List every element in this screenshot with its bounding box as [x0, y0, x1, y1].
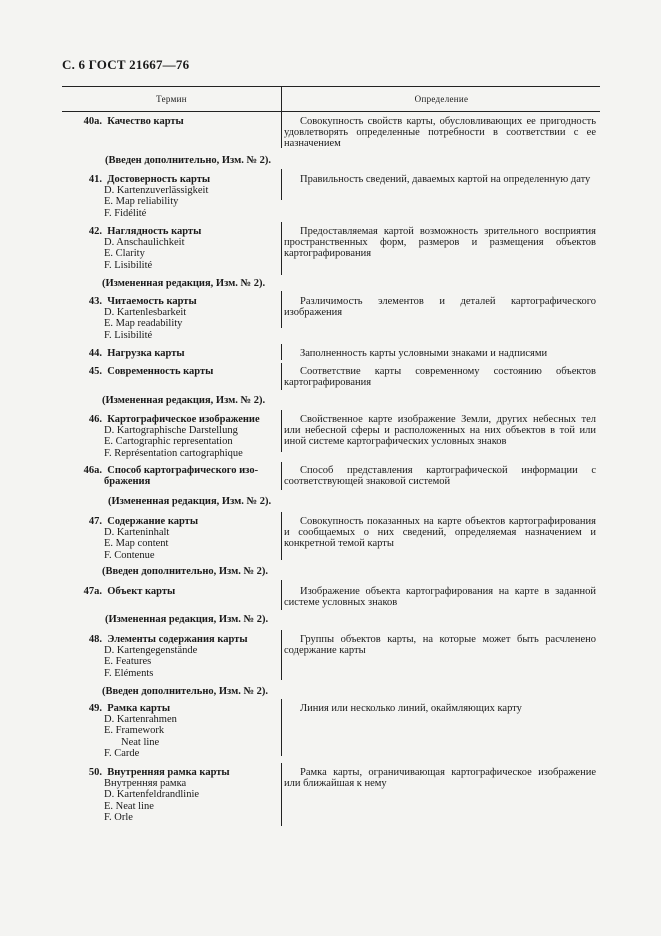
amendment-note: (Измененная редакция, Изм. № 2). [105, 614, 269, 625]
column-rule [281, 169, 282, 200]
term-name: Качество карты [107, 116, 184, 127]
page-header: С. 6 ГОСТ 21667—76 [62, 57, 190, 72]
amendment-note: (Измененная редакция, Изм. № 2). [102, 395, 266, 406]
column-rule [281, 630, 282, 680]
term-name: Наглядность карты [107, 226, 202, 237]
foreign-equivalent: E. Map content [104, 538, 169, 550]
term-number: 43. [88, 296, 102, 307]
foreign-equivalent: Внутренняя рамка [104, 778, 187, 790]
term-cell [62, 767, 277, 823]
term-cell [62, 116, 277, 127]
term-number: 42. [88, 226, 102, 237]
foreign-equivalent: D. Kartographische Darstellung [104, 425, 238, 437]
foreign-equivalent: E. Cartographic representation [104, 436, 233, 448]
term-cell [62, 414, 277, 459]
column-header-term: Термин [156, 94, 187, 104]
amendment-note: (Введен дополнительно, Изм. № 2). [102, 566, 269, 577]
term-cell [62, 516, 277, 561]
foreign-equivalent: D. Anschaulichkeit [104, 237, 185, 249]
term-number: 40а. [83, 116, 102, 127]
foreign-equivalent: D. Karteninhalt [104, 527, 170, 539]
term-number: 47а. [83, 586, 102, 597]
column-rule [281, 512, 282, 560]
term-name: Внутренняя рамка карты [107, 767, 230, 778]
term-cell [62, 465, 277, 487]
definition-cell: Различимость элементов и деталей картографического изображения [284, 296, 596, 319]
amendment-note: (Измененная редакция, Изм. № 2). [102, 278, 266, 289]
term-name: Картографическое изображение [107, 414, 260, 425]
definition-cell: Способ представления картографической информации с соответствующей знаковой системой [284, 465, 596, 488]
foreign-equivalent: D. Kartenrahmen [104, 714, 177, 726]
definition-cell: Совокупность свойств карты, обусловливающих ее пригодность удовлетворять определенные потребности в соответствии с ее назначением [284, 116, 596, 150]
term-name: Способ картографического изо- [107, 465, 259, 476]
definition-cell: Правильность сведений, даваемых картой на определенную дату [300, 174, 591, 185]
definition-cell: Совокупность показанных на карте объектов картографирования и сообщаемых о них сведений, определяемая назначением и конкретной темой карты [284, 516, 596, 550]
foreign-equivalent: F. Lisibilité [104, 329, 153, 341]
term-cell [62, 296, 277, 341]
term-number: 48. [88, 634, 102, 645]
term-name: Элементы содержания карты [107, 634, 248, 645]
foreign-equivalent: D. Kartenfeldrandlinie [104, 789, 200, 801]
column-rule [281, 462, 282, 490]
term-name: Читаемость карты [107, 296, 197, 307]
definition-cell: Соответствие карты современному состоянию объектов картографирования [284, 366, 596, 389]
foreign-equivalent: E. Map reliability [104, 196, 179, 208]
definition-cell: Изображение объекта картографирования на карте в заданной системе условных знаков [284, 586, 596, 609]
definition-cell: Предоставляемая картой возможность зрительного восприятия пространственных форм, размеров и размещения объектов картографирования [284, 226, 596, 260]
column-rule [281, 763, 282, 826]
column-rule [281, 580, 282, 610]
term-number: 41. [88, 174, 102, 185]
term-name: Содержание карты [107, 516, 199, 527]
foreign-equivalent: F. Représentation cartographique [104, 447, 243, 459]
term-cell [62, 634, 277, 679]
term-number: 46. [88, 414, 102, 425]
foreign-equivalent: D. Kartengegenstände [104, 645, 198, 657]
term-name: Достоверность карты [107, 174, 211, 185]
foreign-equivalent: D. Kartenlesbarkeit [104, 307, 187, 319]
foreign-equivalent: F. Carde [104, 747, 140, 759]
foreign-equivalent: F. Fidélité [104, 207, 147, 219]
amendment-note: (Введен дополнительно, Изм. № 2). [102, 686, 269, 697]
amendment-note: (Введен дополнительно, Изм. № 2). [105, 155, 272, 166]
column-rule [281, 112, 282, 148]
column-rule [281, 222, 282, 275]
foreign-equivalent: E. Framework [104, 725, 165, 737]
column-rule [281, 410, 282, 452]
foreign-equivalent: D. Kartenzuverlässigkeit [104, 185, 209, 197]
foreign-equivalent: E. Clarity [104, 248, 145, 260]
column-separator [281, 87, 282, 111]
foreign-equivalent: бражения [104, 476, 151, 488]
foreign-equivalent: E. Neat line [104, 800, 154, 812]
term-name: Объект карты [107, 586, 176, 597]
foreign-equivalent: F. Orle [104, 811, 133, 823]
term-number: 44. [88, 348, 102, 359]
table-header [62, 86, 600, 112]
definition-cell: Свойственное карте изображение Земли, других небесных тел или небесной сферы и расположенных на них объектов в той или иной системе картографических условных знаков [284, 414, 596, 448]
foreign-equivalent: E. Features [104, 656, 152, 668]
column-rule [281, 699, 282, 756]
column-rule [281, 291, 282, 328]
term-cell [62, 348, 277, 359]
definition-cell: Линия или несколько линий, окаймляющих карту [300, 703, 522, 714]
foreign-equivalent: Neat line [121, 736, 160, 748]
column-rule [281, 344, 282, 360]
term-cell [62, 703, 277, 759]
term-number: 50. [88, 767, 102, 778]
definition-cell: Группы объектов карты, на которые может быть расчленено содержание карты [284, 634, 596, 657]
term-name: Современность карты [107, 366, 214, 377]
definition-cell: Рамка карты, ограничивающая картографическое изображение или ближайшая к нему [284, 767, 596, 790]
foreign-equivalent: F. Contenue [104, 549, 155, 561]
term-number: 45. [88, 366, 102, 377]
term-cell [62, 586, 277, 597]
term-number: 47. [88, 516, 102, 527]
definition-cell: Заполненность карты условными знаками и надписями [300, 348, 548, 359]
term-cell [62, 226, 277, 271]
column-header-definition: Определение [414, 94, 469, 104]
column-rule [281, 363, 282, 390]
term-name: Рамка карты [107, 703, 171, 714]
term-cell [62, 366, 277, 377]
foreign-equivalent: F. Eléments [104, 667, 154, 679]
term-number: 49. [88, 703, 102, 714]
term-cell [62, 174, 277, 219]
term-name: Нагрузка карты [107, 348, 185, 359]
foreign-equivalent: E. Map readability [104, 318, 183, 330]
amendment-note: (Измененная редакция, Изм. № 2). [108, 496, 272, 507]
term-number: 46а. [83, 465, 102, 476]
foreign-equivalent: F. Lisibilité [104, 259, 153, 271]
